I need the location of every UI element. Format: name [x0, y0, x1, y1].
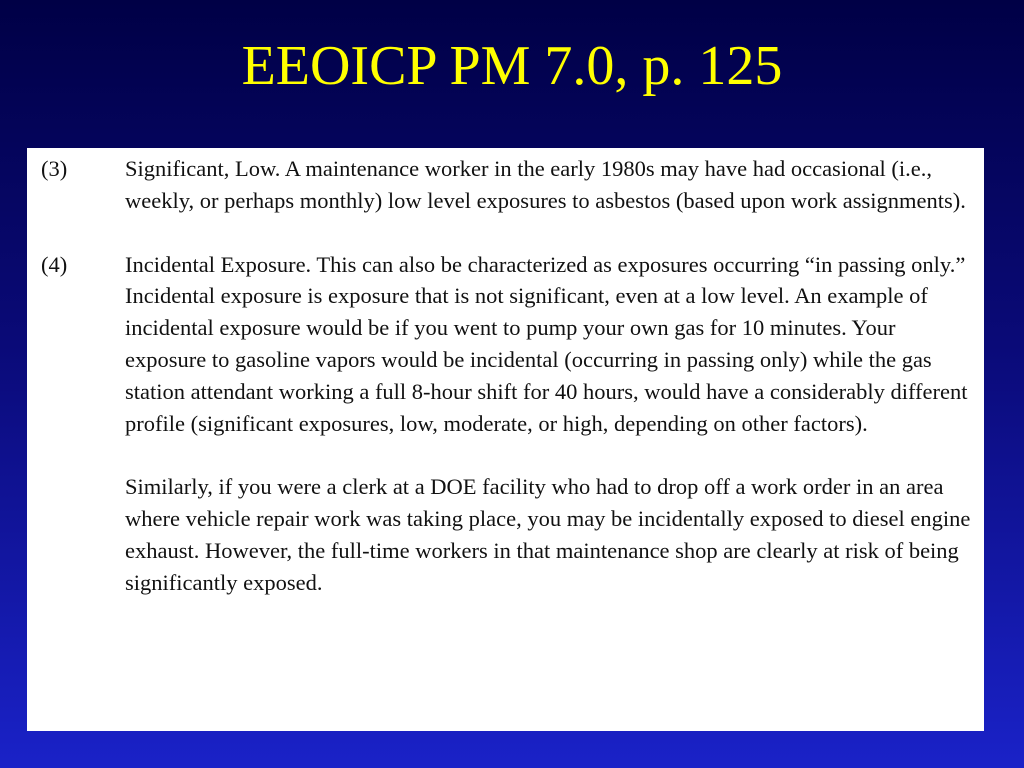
document-excerpt — [27, 148, 984, 731]
paragraph-spacer — [41, 217, 972, 249]
item-number: (4) — [41, 251, 68, 277]
item-number: (3) — [41, 156, 68, 181]
paragraph-spacer — [41, 439, 972, 471]
item-paragraph: Incidental Exposure. This can also be characterized as exposures occurring “in passing only.” Incidental exposure is exposure that is not significant, even at a low level. An example of incidental exposure would be if you went to pump your own gas for 10 minutes. Your exposure to gasoline vapors would be incidental (occurring in passing only) while the gas station attendant working a full 8-hour shift for 40 hours, would have a considerably different profile (significant exposures, low, moderate, or high, depending on other factors). — [125, 251, 968, 436]
list-item-3 — [41, 153, 972, 217]
list-item-4 — [41, 249, 972, 440]
continuation-paragraph: Similarly, if you were a clerk at a DOE facility who had to drop off a work order in an area where vehicle repair work was taking place, you may be incidentally exposed to diesel engine exhaust. However, the full-time workers in that maintenance shop are clearly at risk of being significantly exposed. — [125, 474, 971, 595]
slide-title: EEOICP PM 7.0, p. 125 — [241, 35, 783, 97]
item-paragraph: Significant, Low. A maintenance worker in the early 1980s may have had occasional (i.e., weekly, or perhaps monthly) low level exposures to asbestos (based upon work assignments). — [125, 156, 966, 213]
